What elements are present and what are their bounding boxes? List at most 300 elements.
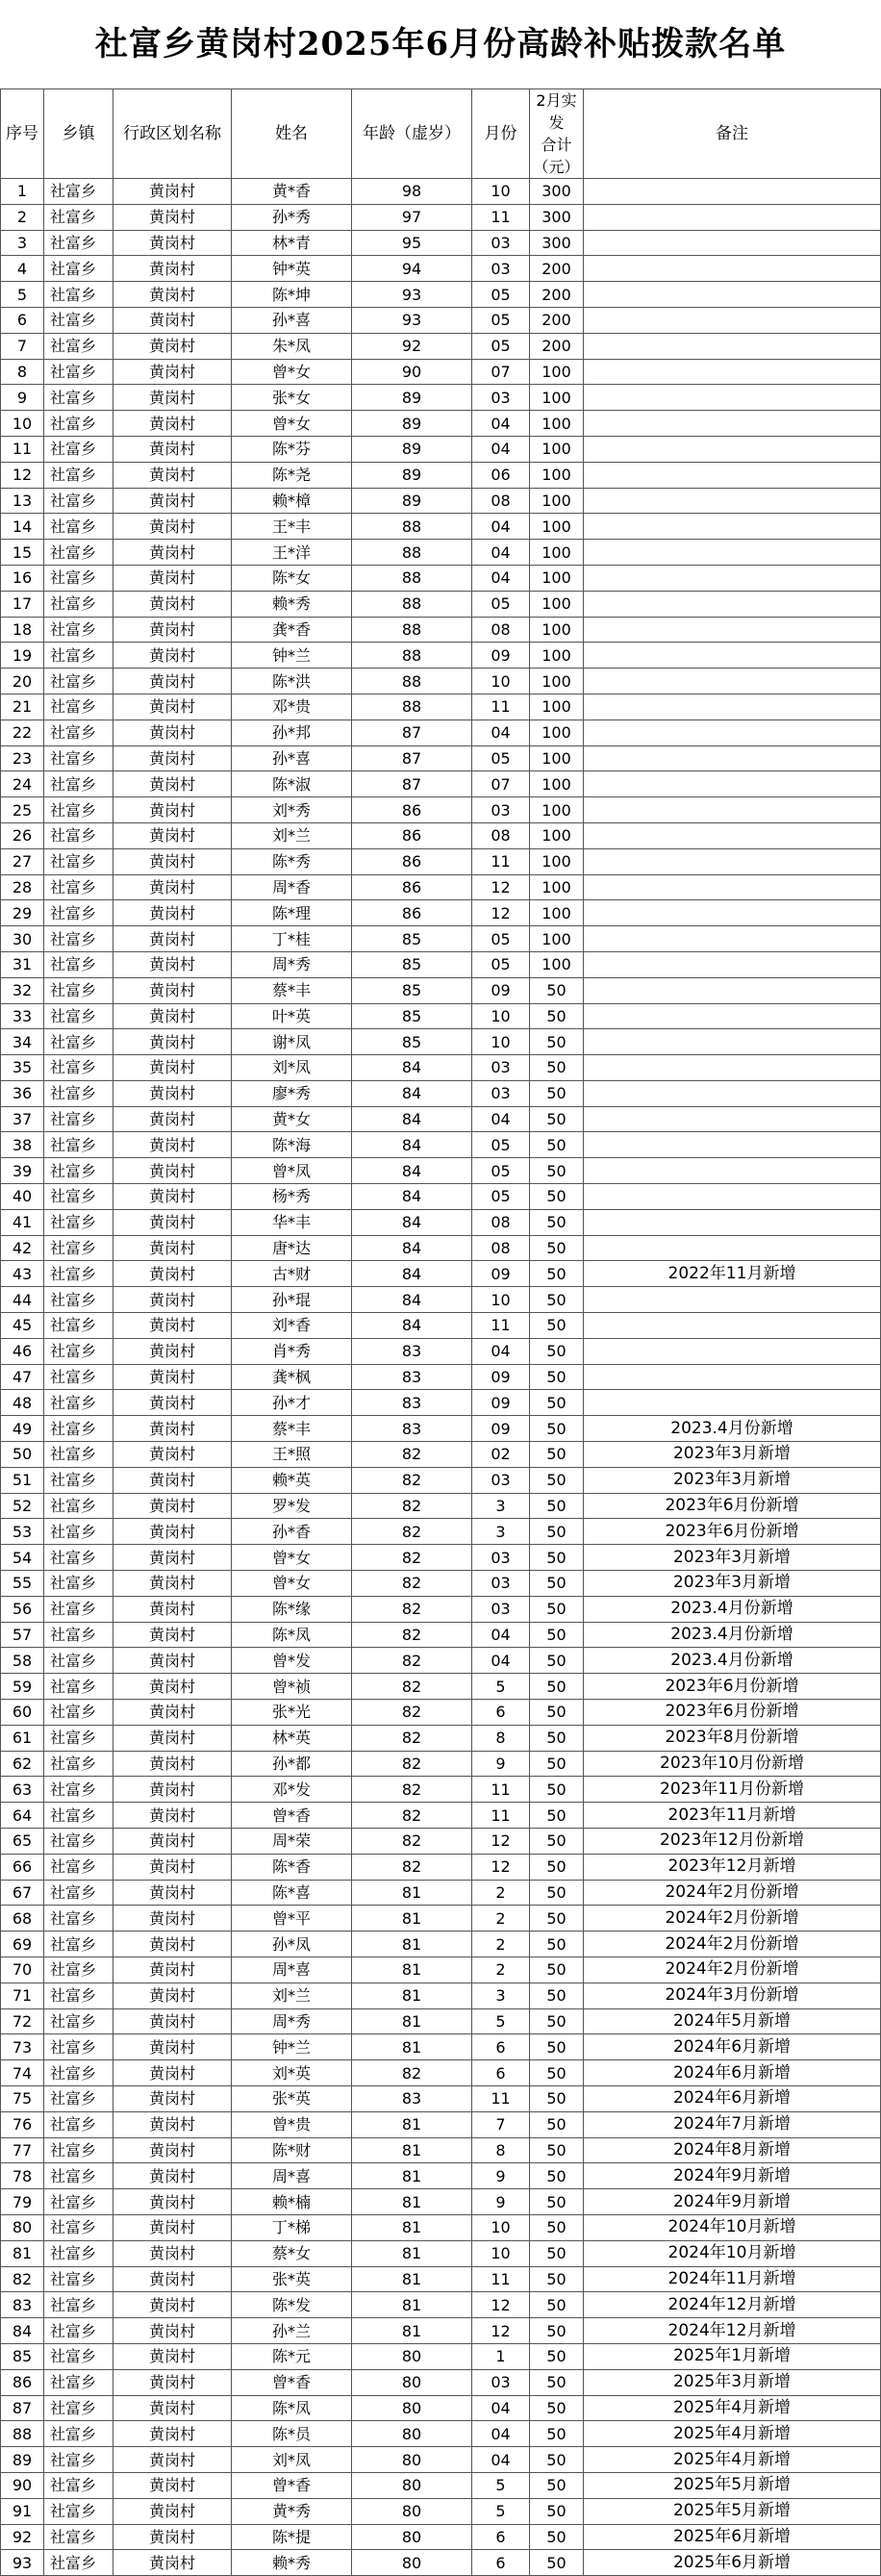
cell-note: 2023年6月份新增 <box>584 1519 881 1545</box>
cell-no: 67 <box>1 1880 44 1906</box>
cell-name: 陈*坤 <box>232 282 352 308</box>
cell-village: 黄岗村 <box>113 1906 232 1932</box>
cell-village: 黄岗村 <box>113 540 232 566</box>
cell-age: 82 <box>352 1777 472 1803</box>
cell-amount: 300 <box>530 179 584 205</box>
table-row <box>1 1003 881 1029</box>
cell-name: 孙*都 <box>232 1751 352 1777</box>
cell-village: 黄岗村 <box>113 1957 232 1983</box>
cell-amount: 50 <box>530 1957 584 1983</box>
cell-no: 76 <box>1 2111 44 2137</box>
cell-month: 04 <box>472 565 530 591</box>
cell-note <box>584 1184 881 1210</box>
cell-name: 陈*海 <box>232 1132 352 1158</box>
cell-no: 83 <box>1 2292 44 2318</box>
cell-town: 社富乡 <box>44 2214 113 2240</box>
cell-month: 06 <box>472 462 530 488</box>
cell-name: 赖*秀 <box>232 2550 352 2576</box>
cell-no: 40 <box>1 1184 44 1210</box>
cell-month: 04 <box>472 2395 530 2421</box>
table-row <box>1 307 881 333</box>
cell-age: 90 <box>352 359 472 385</box>
cell-age: 81 <box>352 2318 472 2344</box>
cell-no: 51 <box>1 1467 44 1493</box>
cell-age: 93 <box>352 307 472 333</box>
cell-amount: 50 <box>530 2498 584 2524</box>
cell-note: 2023年11月新增 <box>584 1803 881 1829</box>
cell-village: 黄岗村 <box>113 720 232 745</box>
cell-amount: 50 <box>530 2447 584 2473</box>
cell-name: 刘*凤 <box>232 2447 352 2473</box>
table-row <box>1 2472 881 2498</box>
cell-town: 社富乡 <box>44 2343 113 2369</box>
cell-town: 社富乡 <box>44 2447 113 2473</box>
cell-town: 社富乡 <box>44 900 113 926</box>
table-row <box>1 1209 881 1235</box>
cell-no: 16 <box>1 565 44 591</box>
cell-amount: 50 <box>530 1700 584 1726</box>
cell-name: 周*香 <box>232 874 352 900</box>
cell-age: 83 <box>352 1390 472 1416</box>
table-row <box>1 1313 881 1339</box>
cell-no: 50 <box>1 1442 44 1468</box>
cell-month: 9 <box>472 2189 530 2215</box>
cell-month: 3 <box>472 1519 530 1545</box>
cell-name: 曾*女 <box>232 1545 352 1571</box>
cell-town: 社富乡 <box>44 1725 113 1751</box>
table-row <box>1 1648 881 1674</box>
cell-village: 黄岗村 <box>113 2550 232 2576</box>
cell-town: 社富乡 <box>44 926 113 952</box>
cell-month: 12 <box>472 1854 530 1880</box>
cell-village: 黄岗村 <box>113 643 232 669</box>
cell-no: 78 <box>1 2163 44 2189</box>
cell-note: 2025年5月新增 <box>584 2498 881 2524</box>
table-row <box>1 2421 881 2447</box>
cell-amount: 100 <box>530 565 584 591</box>
cell-age: 80 <box>352 2343 472 2369</box>
cell-month: 12 <box>472 2318 530 2344</box>
table-row <box>1 488 881 514</box>
cell-name: 张*英 <box>232 2266 352 2292</box>
cell-amount: 100 <box>530 745 584 771</box>
cell-town: 社富乡 <box>44 1029 113 1055</box>
cell-month: 04 <box>472 2447 530 2473</box>
cell-month: 04 <box>472 1106 530 1132</box>
table-row <box>1 1442 881 1468</box>
table-row <box>1 1029 881 1055</box>
cell-village: 黄岗村 <box>113 1003 232 1029</box>
cell-no: 46 <box>1 1338 44 1364</box>
cell-age: 82 <box>352 1829 472 1855</box>
cell-note: 2025年1月新增 <box>584 2343 881 2369</box>
cell-age: 84 <box>352 1313 472 1339</box>
cell-month: 10 <box>472 179 530 205</box>
cell-amount: 50 <box>530 2550 584 2576</box>
cell-village: 黄岗村 <box>113 2318 232 2344</box>
cell-town: 社富乡 <box>44 1055 113 1081</box>
cell-town: 社富乡 <box>44 1390 113 1416</box>
header-age: 年龄（虚岁） <box>352 89 472 179</box>
table-row <box>1 2137 881 2163</box>
cell-age: 87 <box>352 771 472 797</box>
cell-age: 84 <box>352 1287 472 1313</box>
header-amount <box>530 89 584 179</box>
cell-month: 09 <box>472 1390 530 1416</box>
cell-month: 05 <box>472 745 530 771</box>
cell-note <box>584 694 881 720</box>
cell-amount: 200 <box>530 282 584 308</box>
cell-village: 黄岗村 <box>113 2214 232 2240</box>
cell-no: 89 <box>1 2447 44 2473</box>
cell-no: 8 <box>1 359 44 385</box>
cell-no: 93 <box>1 2550 44 2576</box>
cell-month: 10 <box>472 2214 530 2240</box>
cell-no: 68 <box>1 1906 44 1932</box>
cell-note <box>584 591 881 617</box>
cell-amount: 50 <box>530 1029 584 1055</box>
cell-village: 黄岗村 <box>113 1235 232 1261</box>
cell-no: 39 <box>1 1158 44 1184</box>
cell-note: 2023年8月份新增 <box>584 1725 881 1751</box>
cell-month: 5 <box>472 2498 530 2524</box>
cell-note <box>584 1003 881 1029</box>
cell-name: 孙*凤 <box>232 1932 352 1957</box>
cell-age: 83 <box>352 1364 472 1390</box>
cell-age: 80 <box>352 2369 472 2395</box>
cell-note <box>584 204 881 230</box>
table-row <box>1 1364 881 1390</box>
cell-name: 华*丰 <box>232 1209 352 1235</box>
cell-age: 80 <box>352 2524 472 2550</box>
cell-amount: 100 <box>530 900 584 926</box>
cell-amount: 100 <box>530 720 584 745</box>
cell-note: 2024年6月新增 <box>584 2034 881 2060</box>
cell-month: 5 <box>472 2008 530 2034</box>
cell-note: 2023年3月新增 <box>584 1467 881 1493</box>
cell-month: 04 <box>472 1648 530 1674</box>
cell-no: 79 <box>1 2189 44 2215</box>
cell-no: 48 <box>1 1390 44 1416</box>
cell-town: 社富乡 <box>44 1829 113 1855</box>
cell-village: 黄岗村 <box>113 1932 232 1957</box>
table-row <box>1 2189 881 2215</box>
cell-amount: 50 <box>530 1725 584 1751</box>
cell-month: 03 <box>472 1545 530 1571</box>
table-row <box>1 385 881 411</box>
table-row <box>1 333 881 359</box>
cell-amount: 50 <box>530 1003 584 1029</box>
cell-no: 10 <box>1 411 44 437</box>
cell-town: 社富乡 <box>44 1906 113 1932</box>
cell-age: 84 <box>352 1235 472 1261</box>
cell-month: 08 <box>472 822 530 848</box>
cell-note <box>584 1390 881 1416</box>
cell-no: 58 <box>1 1648 44 1674</box>
cell-no: 25 <box>1 797 44 823</box>
cell-name: 周*喜 <box>232 1957 352 1983</box>
cell-town: 社富乡 <box>44 745 113 771</box>
cell-no: 71 <box>1 1983 44 2008</box>
cell-age: 88 <box>352 643 472 669</box>
table-row <box>1 230 881 256</box>
cell-age: 82 <box>352 1725 472 1751</box>
cell-town: 社富乡 <box>44 2524 113 2550</box>
cell-month: 04 <box>472 540 530 566</box>
cell-month: 1 <box>472 2343 530 2369</box>
cell-no: 75 <box>1 2085 44 2111</box>
cell-age: 88 <box>352 591 472 617</box>
table-row <box>1 1235 881 1261</box>
cell-note: 2025年5月新增 <box>584 2472 881 2498</box>
table-row <box>1 1854 881 1880</box>
cell-village: 黄岗村 <box>113 514 232 540</box>
cell-note: 2023.4月份新增 <box>584 1596 881 1622</box>
cell-month: 11 <box>472 848 530 874</box>
cell-town: 社富乡 <box>44 230 113 256</box>
cell-no: 52 <box>1 1493 44 1519</box>
cell-note <box>584 977 881 1003</box>
cell-amount: 100 <box>530 540 584 566</box>
cell-month: 10 <box>472 1003 530 1029</box>
cell-no: 30 <box>1 926 44 952</box>
cell-village: 黄岗村 <box>113 591 232 617</box>
cell-amount: 50 <box>530 2060 584 2086</box>
cell-town: 社富乡 <box>44 385 113 411</box>
cell-note <box>584 1209 881 1235</box>
cell-town: 社富乡 <box>44 2292 113 2318</box>
table-row <box>1 1261 881 1287</box>
cell-village: 黄岗村 <box>113 1596 232 1622</box>
cell-note <box>584 669 881 695</box>
cell-age: 89 <box>352 385 472 411</box>
cell-name: 丁*桂 <box>232 926 352 952</box>
cell-no: 19 <box>1 643 44 669</box>
cell-note <box>584 256 881 282</box>
cell-month: 11 <box>472 1777 530 1803</box>
cell-note <box>584 307 881 333</box>
cell-age: 82 <box>352 1674 472 1700</box>
cell-month: 9 <box>472 1751 530 1777</box>
cell-town: 社富乡 <box>44 1158 113 1184</box>
subsidy-table <box>0 88 881 2576</box>
cell-village: 黄岗村 <box>113 1829 232 1855</box>
cell-age: 88 <box>352 514 472 540</box>
cell-village: 黄岗村 <box>113 1803 232 1829</box>
cell-amount: 50 <box>530 2318 584 2344</box>
cell-no: 34 <box>1 1029 44 1055</box>
cell-no: 7 <box>1 333 44 359</box>
cell-amount: 50 <box>530 2189 584 2215</box>
table-row <box>1 204 881 230</box>
header-town: 乡镇 <box>44 89 113 179</box>
table-row <box>1 720 881 745</box>
cell-no: 26 <box>1 822 44 848</box>
cell-amount: 100 <box>530 643 584 669</box>
cell-month: 12 <box>472 2292 530 2318</box>
cell-name: 曾*发 <box>232 1648 352 1674</box>
cell-note <box>584 333 881 359</box>
cell-age: 88 <box>352 565 472 591</box>
table-row <box>1 2008 881 2034</box>
cell-month: 05 <box>472 1158 530 1184</box>
cell-no: 80 <box>1 2214 44 2240</box>
cell-name: 唐*达 <box>232 1235 352 1261</box>
cell-village: 黄岗村 <box>113 1313 232 1339</box>
cell-no: 55 <box>1 1571 44 1597</box>
table-header-row <box>1 89 881 179</box>
table-row <box>1 436 881 462</box>
cell-month: 03 <box>472 230 530 256</box>
cell-village: 黄岗村 <box>113 2447 232 2473</box>
cell-town: 社富乡 <box>44 1467 113 1493</box>
cell-village: 黄岗村 <box>113 385 232 411</box>
cell-amount: 100 <box>530 797 584 823</box>
table-row <box>1 1338 881 1364</box>
cell-no: 13 <box>1 488 44 514</box>
cell-name: 陈*女 <box>232 565 352 591</box>
cell-name: 曾*女 <box>232 411 352 437</box>
cell-town: 社富乡 <box>44 1184 113 1210</box>
cell-village: 黄岗村 <box>113 1622 232 1648</box>
cell-name: 孙*才 <box>232 1390 352 1416</box>
cell-town: 社富乡 <box>44 1854 113 1880</box>
cell-age: 81 <box>352 2240 472 2266</box>
cell-age: 83 <box>352 2085 472 2111</box>
cell-amount: 50 <box>530 1777 584 1803</box>
cell-note <box>584 1132 881 1158</box>
cell-village: 黄岗村 <box>113 1184 232 1210</box>
cell-age: 82 <box>352 1803 472 1829</box>
cell-age: 84 <box>352 1080 472 1106</box>
table-row <box>1 1751 881 1777</box>
cell-town: 社富乡 <box>44 874 113 900</box>
cell-note: 2024年2月份新增 <box>584 1957 881 1983</box>
cell-age: 81 <box>352 2137 472 2163</box>
cell-amount: 50 <box>530 1493 584 1519</box>
cell-name: 曾*女 <box>232 1571 352 1597</box>
cell-village: 黄岗村 <box>113 1055 232 1081</box>
cell-note: 2025年3月新增 <box>584 2369 881 2395</box>
cell-no: 24 <box>1 771 44 797</box>
cell-note: 2024年12月新增 <box>584 2318 881 2344</box>
cell-amount: 200 <box>530 333 584 359</box>
cell-town: 社富乡 <box>44 617 113 643</box>
cell-no: 9 <box>1 385 44 411</box>
cell-town: 社富乡 <box>44 951 113 977</box>
cell-village: 黄岗村 <box>113 359 232 385</box>
cell-age: 88 <box>352 617 472 643</box>
cell-note <box>584 1235 881 1261</box>
cell-name: 蔡*丰 <box>232 1416 352 1442</box>
cell-town: 社富乡 <box>44 2163 113 2189</box>
cell-age: 84 <box>352 1055 472 1081</box>
cell-month: 03 <box>472 1080 530 1106</box>
cell-age: 82 <box>352 1442 472 1468</box>
header-amount-line3: （元） <box>533 158 580 176</box>
cell-amount: 300 <box>530 204 584 230</box>
table-row <box>1 2111 881 2137</box>
cell-village: 黄岗村 <box>113 951 232 977</box>
cell-no: 37 <box>1 1106 44 1132</box>
cell-name: 孙*琨 <box>232 1287 352 1313</box>
cell-village: 黄岗村 <box>113 1493 232 1519</box>
cell-note: 2023年11月份新增 <box>584 1777 881 1803</box>
cell-name: 王*照 <box>232 1442 352 1468</box>
cell-note <box>584 643 881 669</box>
cell-name: 陈*发 <box>232 2292 352 2318</box>
cell-name: 罗*发 <box>232 1493 352 1519</box>
cell-no: 45 <box>1 1313 44 1339</box>
cell-village: 黄岗村 <box>113 1132 232 1158</box>
cell-age: 82 <box>352 1751 472 1777</box>
cell-name: 黄*女 <box>232 1106 352 1132</box>
cell-month: 08 <box>472 1209 530 1235</box>
cell-note: 2024年6月新增 <box>584 2085 881 2111</box>
cell-month: 05 <box>472 1132 530 1158</box>
cell-month: 03 <box>472 1055 530 1081</box>
cell-month: 2 <box>472 1906 530 1932</box>
cell-name: 蔡*丰 <box>232 977 352 1003</box>
cell-village: 黄岗村 <box>113 1390 232 1416</box>
cell-age: 81 <box>352 2266 472 2292</box>
cell-age: 82 <box>352 1596 472 1622</box>
table-row <box>1 874 881 900</box>
header-amount-line2: 合计 <box>541 136 572 154</box>
cell-note: 2024年6月新增 <box>584 2060 881 2086</box>
cell-amount: 50 <box>530 1545 584 1571</box>
cell-month: 10 <box>472 1287 530 1313</box>
cell-note <box>584 488 881 514</box>
table-row <box>1 591 881 617</box>
table-row <box>1 694 881 720</box>
cell-month: 03 <box>472 1596 530 1622</box>
cell-note: 2024年11月新增 <box>584 2266 881 2292</box>
cell-village: 黄岗村 <box>113 1545 232 1571</box>
cell-note: 2024年12月新增 <box>584 2292 881 2318</box>
cell-age: 89 <box>352 488 472 514</box>
cell-month: 09 <box>472 1364 530 1390</box>
cell-age: 93 <box>352 282 472 308</box>
cell-name: 蔡*女 <box>232 2240 352 2266</box>
cell-note <box>584 1338 881 1364</box>
cell-note <box>584 1158 881 1184</box>
cell-amount: 50 <box>530 1906 584 1932</box>
cell-amount: 50 <box>530 2240 584 2266</box>
cell-age: 98 <box>352 179 472 205</box>
cell-village: 黄岗村 <box>113 1287 232 1313</box>
cell-town: 社富乡 <box>44 977 113 1003</box>
cell-amount: 50 <box>530 1080 584 1106</box>
cell-age: 82 <box>352 1519 472 1545</box>
cell-village: 黄岗村 <box>113 2189 232 2215</box>
cell-name: 周*秀 <box>232 951 352 977</box>
cell-note <box>584 1364 881 1390</box>
cell-age: 81 <box>352 1957 472 1983</box>
cell-village: 黄岗村 <box>113 1725 232 1751</box>
cell-no: 81 <box>1 2240 44 2266</box>
cell-town: 社富乡 <box>44 1648 113 1674</box>
cell-note <box>584 745 881 771</box>
cell-name: 曾*祯 <box>232 1674 352 1700</box>
cell-no: 28 <box>1 874 44 900</box>
cell-amount: 100 <box>530 591 584 617</box>
cell-town: 社富乡 <box>44 1261 113 1287</box>
cell-town: 社富乡 <box>44 1803 113 1829</box>
cell-age: 80 <box>352 2421 472 2447</box>
cell-note <box>584 900 881 926</box>
cell-month: 03 <box>472 1467 530 1493</box>
